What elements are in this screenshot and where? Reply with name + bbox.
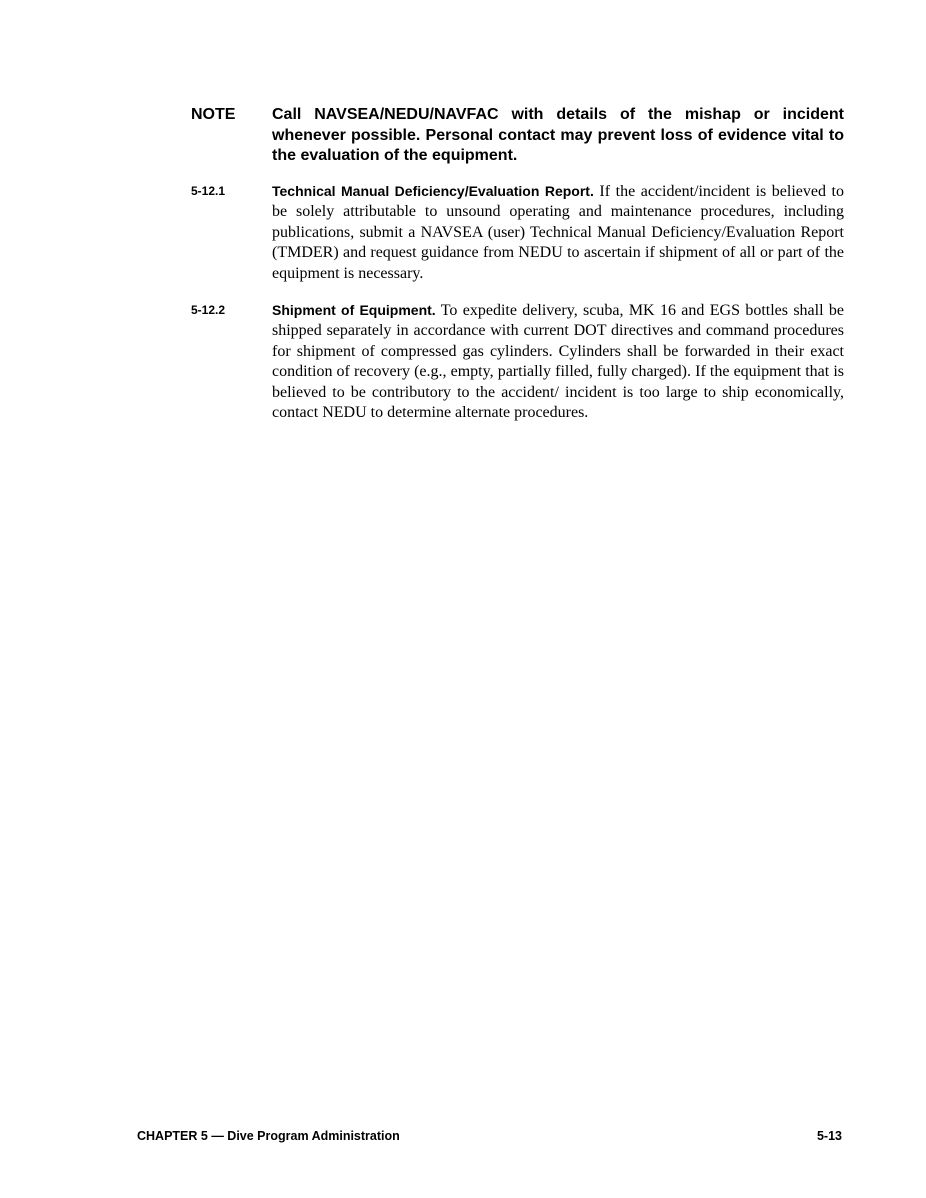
section-number: 5-12.1	[191, 184, 226, 198]
note-text: Call NAVSEA/NEDU/NAVFAC with details of the mishap or incident whenever possible. Personal contact may prevent loss of evidence vital to the evaluation of the equipment.	[272, 106, 844, 164]
section-number: 5-12.2	[191, 303, 226, 317]
section-title: Shipment of Equipment.	[272, 302, 436, 318]
section-text: To expedite delivery, scuba, MK 16 and EGS bottles shall be shipped separately in accordance with current DOT directives and command procedures for shipment of compressed gas cylinders. Cylinders shall be forwarded in their exact condition of recovery (e.g., empty, partially filled, fully charged). If the equipment that is believed to be contributory to the accident/ incident is too large to ship economically, contact NEDU to determine alternate procedures.	[272, 302, 844, 422]
footer-page-number: 5-13	[816, 1129, 842, 1143]
footer-chapter: CHAPTER 5 — Dive Program Administration	[137, 1129, 400, 1143]
note-label: NOTE	[191, 106, 236, 123]
section-body	[272, 300, 844, 423]
section-title: Technical Manual Deficiency/Evaluation Report.	[272, 183, 594, 199]
section-text: If the accident/incident is believed to be solely attributable to unsound operating and maintenance procedures, including publications, submit a NAVSEA (user) Technical Manual Deficiency/Evaluation Report (TMDER) and request guidance from NEDU to ascertain if shipment of all or part of the equipment is necessary.	[272, 183, 845, 282]
section-body	[272, 181, 844, 284]
